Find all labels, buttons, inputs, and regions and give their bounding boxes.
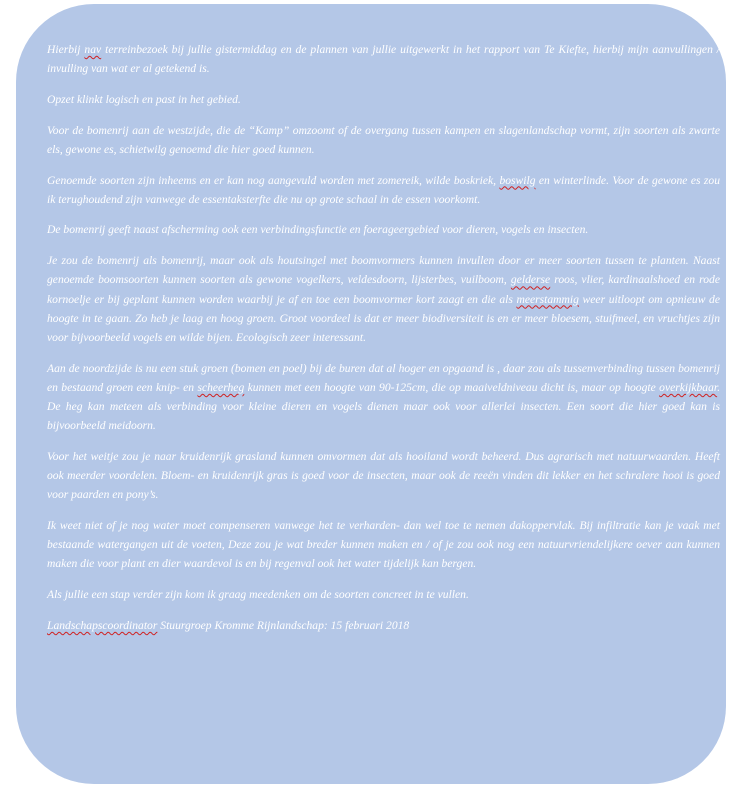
text-run: kunnen met een hoogte van 90-125cm, die op maaiveldniveau dicht is, maar op hoogte <box>244 380 660 394</box>
text-run: . De heg kan meteen als verbinding voor kleine dieren en vogels dienen maar ook voor allerlei insecten. Een soort die hier goed kan is bijvoorbeeld meidoorn. <box>47 380 720 433</box>
misspelled-word: scheerheg <box>197 380 245 394</box>
text-run: terreinbezoek bij jullie gistermiddag en de plannen van jullie uitgewerkt in het rapport van Te Kiefte, hierbij mijn aanvullingen / invulling van wat er al getekend is. <box>47 43 721 76</box>
text-run: Je zou de bomenrij als bomenrij, maar ook als houtsingel met boomvormers kunnen invullen door er meer soorten tussen te planten. Naast genoemde boomsoorten kunnen soorten als gewone vogelkers, veldesdoorn, lijsterbes, vuilboom, <box>47 254 720 287</box>
paragraph <box>47 585 720 604</box>
letter-card <box>16 4 726 784</box>
paragraph <box>47 121 720 159</box>
letter-body <box>47 40 721 604</box>
text-run: De bomenrij geeft naast afscherming ook een verbindingsfunctie en foerageergebied voor dieren, vogels en insecten. <box>47 223 589 237</box>
paragraph <box>47 171 720 209</box>
text-run: Voor de bomenrij aan de westzijde, die de “Kamp” omzoomt of de overgang tussen kampen en slagenlandschap vormt, zijn soorten als zwarte els, gewone es, schietwilg genoemd die hier goed kunnen. <box>47 123 720 156</box>
text-run: en winterlinde. Voor de gewone es zou ik terughoudend zijn vanwege de essentaksterfte die nu op grote schaal in de essen voorkomt. <box>47 173 720 206</box>
paragraph <box>47 447 720 505</box>
paragraph <box>47 220 720 239</box>
text-run: weer uitloopt om opnieuw de hoogte in te gaan. Zo heb je laag en hoog groen. Groot voordeel is dat er meer biodiversiteit is en er meer bloesem, stuifmeel, en vruchtjes zijn voor bijvoorbeeld vogels en wilde bijen. Ecologisch zeer interessant. <box>47 292 720 344</box>
text-run: Als jullie een stap verder zijn kom ik graag meedenken om de soorten concreet in te vullen. <box>47 588 469 602</box>
signature-organisation-date: Stuurgroep Kromme Rijnlandschap: 15 februari 2018 <box>157 618 410 632</box>
text-run: Ik weet niet of je nog water moet compenseren vanwege het te verharden- dan wel toe te nemen dakoppervlak. Bij infiltratie kan je vaak met bestaande watergangen uit de voeten, Deze zou je wat breder kunnen maken en / of je zou ook nog een natuurvriendelijkere oever aan kunnen maken die voor plant en dier waardevol is en bij regenval ook het water tijdelijk kan bergen. <box>47 519 720 571</box>
paragraph <box>47 90 720 109</box>
text-run: roos, vlier, kardinaalshoed en rode kornoelje er bij geplant kunnen worden waarbij je af en toe een boomvormer kort zaagt en die als <box>47 273 721 306</box>
misspelled-word: nav <box>84 43 102 56</box>
paragraph <box>47 359 720 436</box>
text-run: Voor het weitje zou je naar kruidenrijk grasland kunnen omvormen dat als hooiland wordt beheerd. Dus agrarisch met natuurwaarden. Heeft ook meerder voordelen. Bloem- en kruidenrijk gras is goed voor de insecten, maar ook de reeën vinden dit lekker en het schralere hooi is goed voor paarden en pony’s. <box>47 449 720 502</box>
misspelled-word: boswilg <box>499 173 536 187</box>
paragraph <box>47 516 720 574</box>
text-run: Opzet klinkt logisch en past in het gebied. <box>47 92 241 106</box>
signature <box>47 616 706 635</box>
text-run: Aan de noordzijde is nu een stuk groen (bomen en poel) bij de buren dat al hoger en opgaand is , daar zou als tussenverbinding tussen bomenrij en bestaand groen een knip- en <box>47 361 720 394</box>
text-run: Hierbij <box>47 43 85 56</box>
signature-role: Landschapscoordinator <box>47 618 158 632</box>
misspelled-word: meerstammig <box>516 292 579 306</box>
paragraph <box>47 40 720 78</box>
paragraph <box>47 251 720 347</box>
misspelled-word: gelderse <box>510 273 551 287</box>
misspelled-word: overkijkbaar <box>659 380 718 394</box>
text-run: Genoemde soorten zijn inheems en er kan nog aangevuld worden met zomereik, wilde boskriek, <box>47 173 500 187</box>
